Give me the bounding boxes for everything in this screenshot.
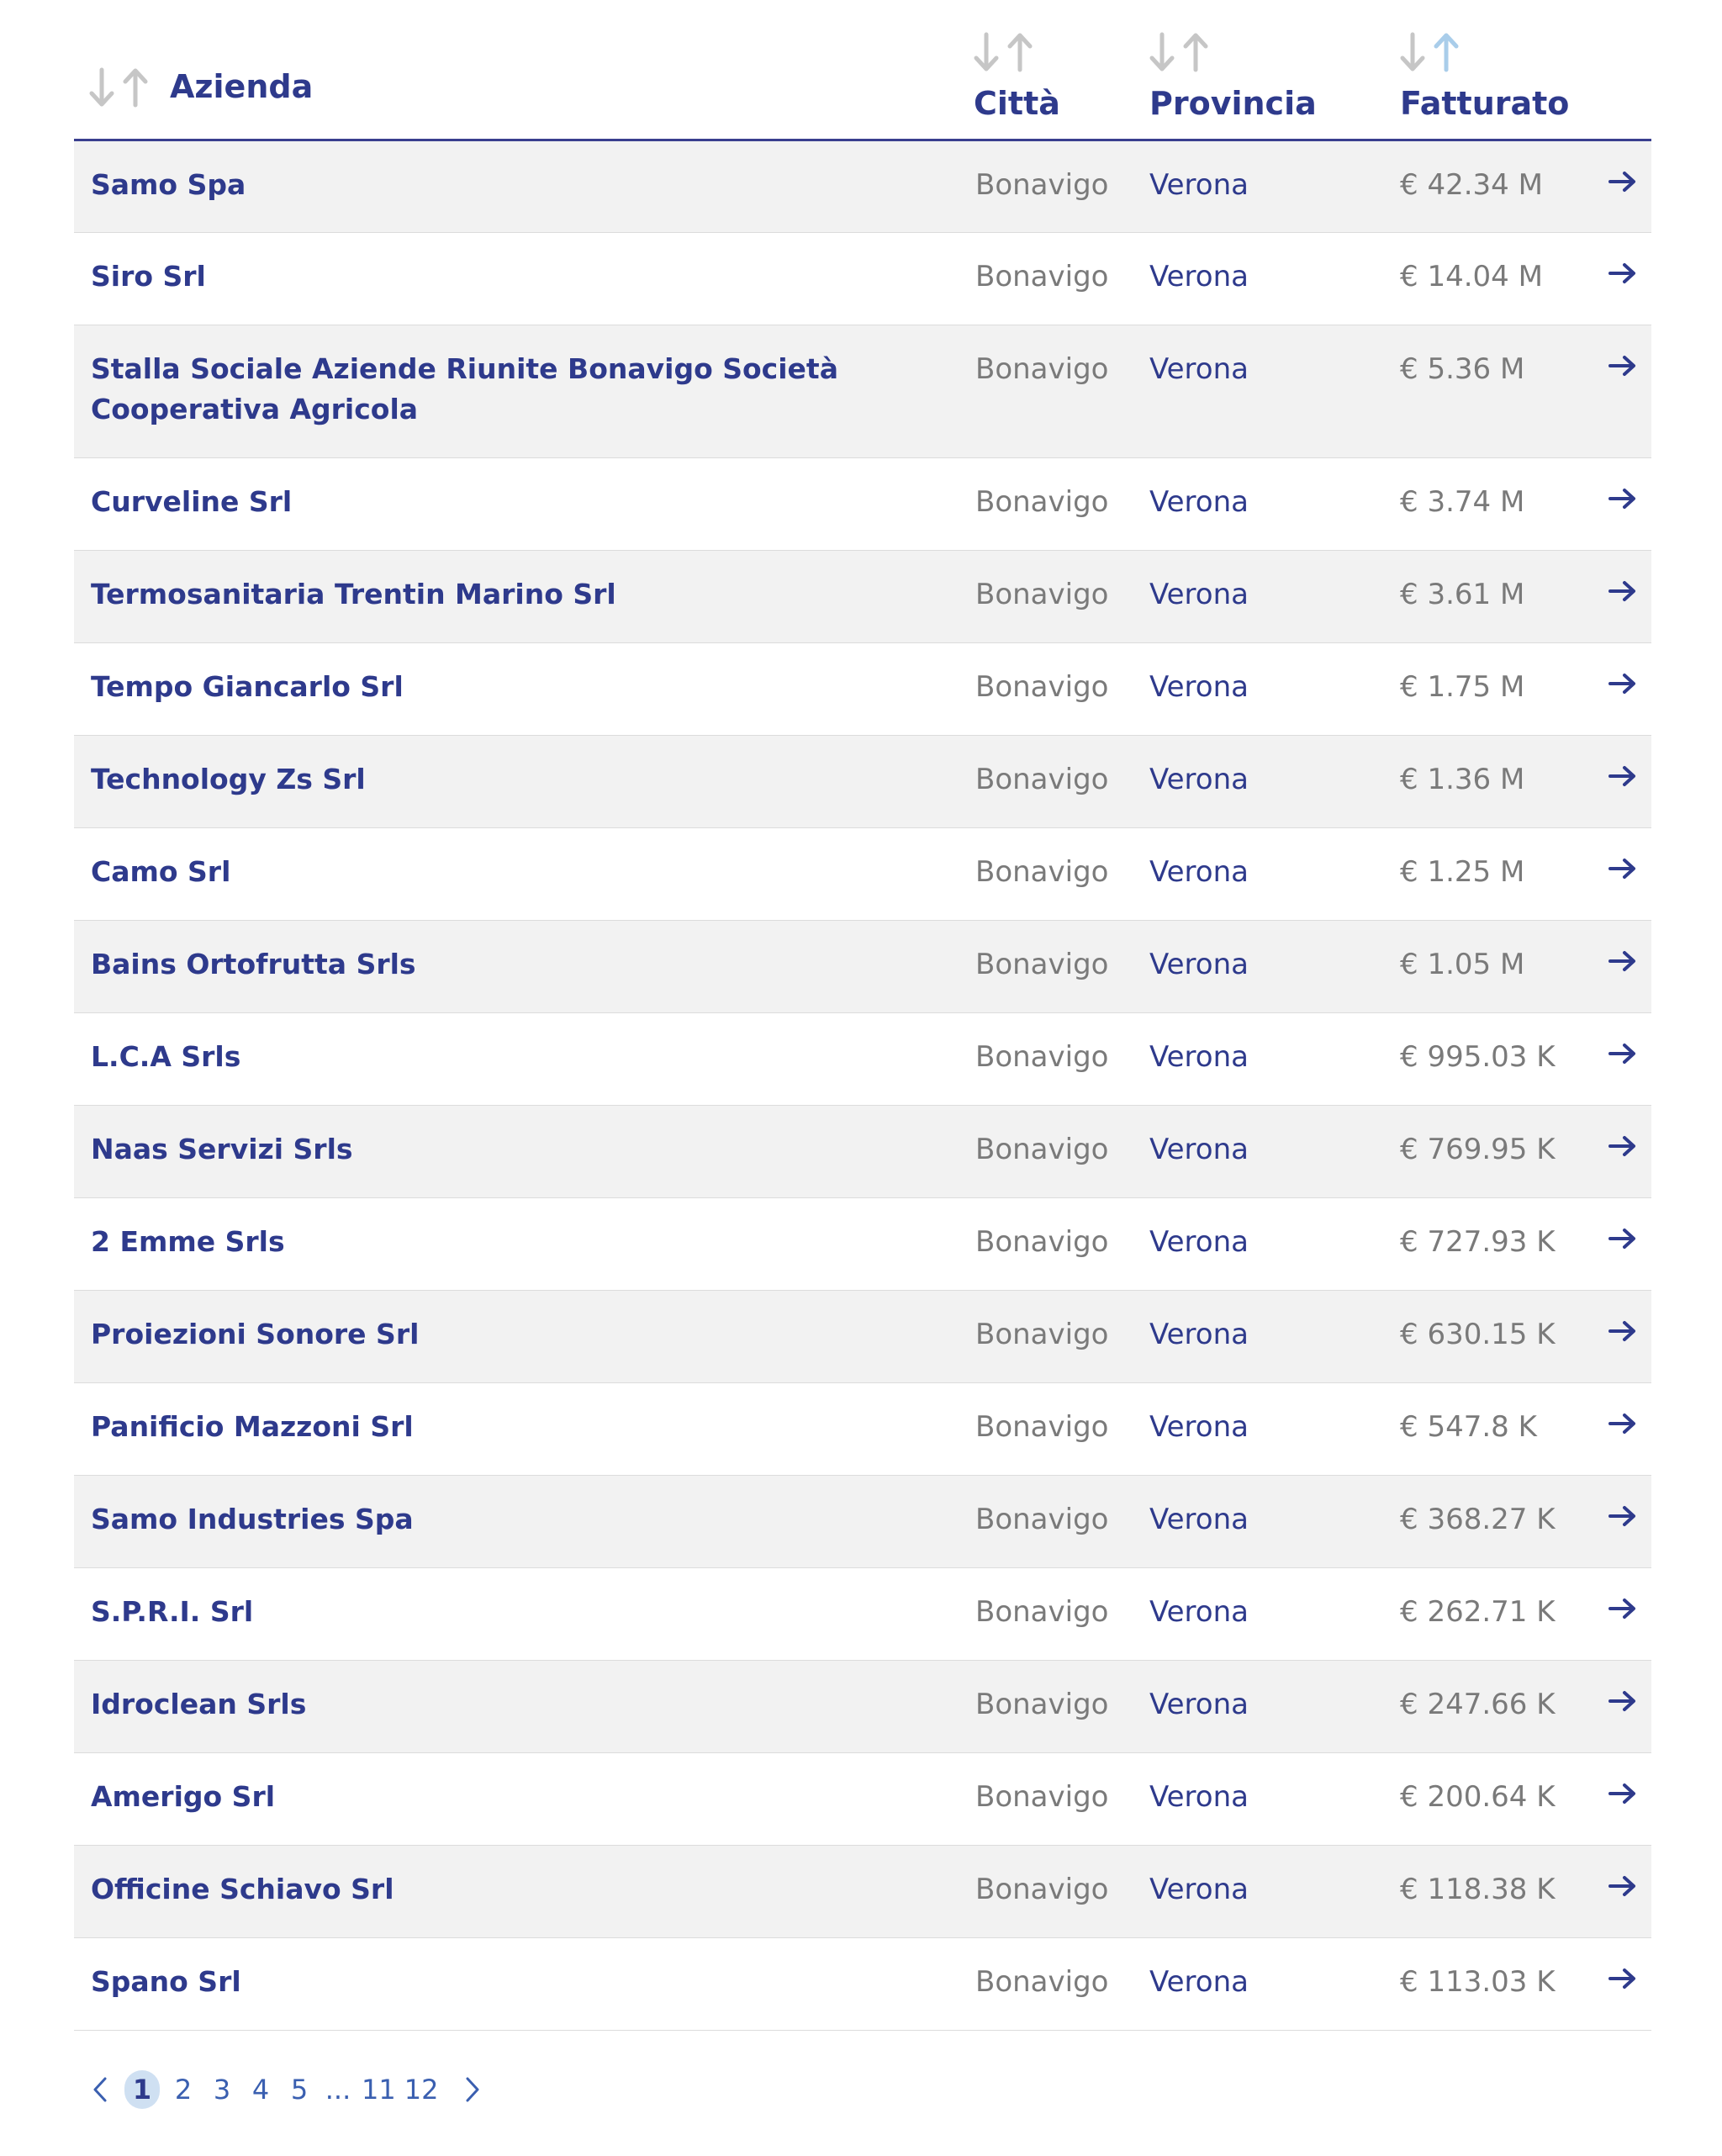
column-label-azienda: Azienda: [170, 67, 314, 105]
row-link-cell[interactable]: [1584, 1937, 1651, 2030]
city-cell: Bonavigo: [965, 140, 1149, 232]
arrow-right-icon[interactable]: [1608, 855, 1636, 889]
province-cell: Verona: [1149, 457, 1400, 550]
revenue-cell: € 118.38 K: [1400, 1845, 1584, 1937]
revenue-cell: € 1.36 M: [1400, 735, 1584, 827]
row-link-cell[interactable]: [1584, 1105, 1651, 1197]
province-cell: Verona: [1149, 1752, 1400, 1845]
revenue-cell: € 1.25 M: [1400, 827, 1584, 920]
company-name-link[interactable]: Curveline Srl: [74, 457, 965, 550]
arrow-right-icon[interactable]: [1608, 1503, 1636, 1536]
page-link[interactable]: 2: [174, 2074, 193, 2106]
sort-down-icon[interactable]: [1149, 31, 1175, 73]
city-cell: Bonavigo: [965, 1290, 1149, 1382]
table-row[interactable]: [74, 1937, 1651, 2030]
province-cell: Verona: [1149, 1382, 1400, 1475]
row-link-cell[interactable]: [1584, 735, 1651, 827]
table-row[interactable]: [74, 1475, 1651, 1567]
row-link-cell[interactable]: [1584, 1752, 1651, 1845]
row-link-cell[interactable]: [1584, 325, 1651, 457]
city-cell: Bonavigo: [965, 920, 1149, 1012]
table-row[interactable]: [74, 920, 1651, 1012]
sort-controls-azienda: [89, 65, 148, 108]
company-name-link[interactable]: S.P.R.I. Srl: [74, 1567, 965, 1660]
revenue-cell: € 995.03 K: [1400, 1012, 1584, 1105]
province-cell: Verona: [1149, 1567, 1400, 1660]
revenue-cell: € 5.36 M: [1400, 325, 1584, 457]
page-link[interactable]: 12: [404, 2074, 439, 2106]
sort-up-icon-active[interactable]: [1434, 31, 1459, 73]
page-link[interactable]: 1: [124, 2070, 160, 2109]
pagination: [91, 2069, 482, 2111]
city-cell: Bonavigo: [965, 232, 1149, 325]
arrow-right-icon[interactable]: [1608, 168, 1636, 202]
sort-down-icon[interactable]: [974, 31, 999, 73]
arrow-right-icon[interactable]: [1608, 1040, 1636, 1074]
sort-up-icon[interactable]: [123, 66, 148, 108]
chevron-left-icon[interactable]: [91, 2075, 109, 2104]
table-row[interactable]: [74, 1567, 1651, 1660]
company-table: [74, 0, 1651, 2031]
company-name-link[interactable]: Idroclean Srls: [74, 1660, 965, 1752]
column-header-fatturato[interactable]: [1400, 0, 1651, 140]
column-header-provincia[interactable]: [1149, 0, 1400, 140]
arrow-right-icon[interactable]: [1608, 1688, 1636, 1721]
sort-controls-provincia: [1149, 29, 1400, 73]
row-link-cell[interactable]: [1584, 1382, 1651, 1475]
revenue-cell: € 769.95 K: [1400, 1105, 1584, 1197]
arrow-right-icon[interactable]: [1608, 1965, 1636, 1999]
arrow-right-icon[interactable]: [1608, 1595, 1636, 1629]
row-link-cell[interactable]: [1584, 140, 1651, 232]
revenue-cell: € 727.93 K: [1400, 1197, 1584, 1290]
chevron-right-icon[interactable]: [463, 2075, 482, 2104]
page-link[interactable]: 3: [213, 2074, 231, 2106]
arrow-right-icon[interactable]: [1608, 1318, 1636, 1351]
company-name-link[interactable]: Naas Servizi Srls: [74, 1105, 965, 1197]
province-cell: Verona: [1149, 232, 1400, 325]
city-cell: Bonavigo: [965, 550, 1149, 642]
province-cell: Verona: [1149, 550, 1400, 642]
arrow-right-icon[interactable]: [1608, 1410, 1636, 1444]
table-row[interactable]: [74, 140, 1651, 232]
table-row[interactable]: [74, 735, 1651, 827]
row-link-cell[interactable]: [1584, 920, 1651, 1012]
page-link[interactable]: 4: [251, 2074, 270, 2106]
table-row[interactable]: [74, 827, 1651, 920]
column-header-azienda[interactable]: [74, 0, 965, 140]
table-row[interactable]: [74, 550, 1651, 642]
city-cell: Bonavigo: [965, 1660, 1149, 1752]
arrow-right-icon[interactable]: [1608, 1873, 1636, 1906]
column-header-citta[interactable]: [965, 0, 1149, 140]
revenue-cell: € 630.15 K: [1400, 1290, 1584, 1382]
arrow-right-icon[interactable]: [1608, 670, 1636, 704]
city-cell: Bonavigo: [965, 1012, 1149, 1105]
arrow-right-icon[interactable]: [1608, 1133, 1636, 1166]
page-list: [124, 2070, 446, 2109]
revenue-cell: € 42.34 M: [1400, 140, 1584, 232]
province-cell: Verona: [1149, 735, 1400, 827]
row-link-cell[interactable]: [1584, 550, 1651, 642]
row-link-cell[interactable]: [1584, 1845, 1651, 1937]
company-name-link[interactable]: L.C.A Srls: [74, 1012, 965, 1105]
company-name-link[interactable]: Technology Zs Srl: [74, 735, 965, 827]
row-link-cell[interactable]: [1584, 1012, 1651, 1105]
province-cell: Verona: [1149, 1290, 1400, 1382]
city-cell: Bonavigo: [965, 1752, 1149, 1845]
province-cell: Verona: [1149, 325, 1400, 457]
header-row: [74, 0, 1651, 140]
revenue-cell: € 200.64 K: [1400, 1752, 1584, 1845]
company-name-link[interactable]: Camo Srl: [74, 827, 965, 920]
arrow-right-icon[interactable]: [1608, 485, 1636, 519]
company-name-link[interactable]: Panificio Mazzoni Srl: [74, 1382, 965, 1475]
pagination-ellipsis: ...: [325, 2074, 351, 2106]
table-header: [74, 0, 1651, 140]
revenue-cell: € 547.8 K: [1400, 1382, 1584, 1475]
table-row[interactable]: [74, 232, 1651, 325]
revenue-cell: € 262.71 K: [1400, 1567, 1584, 1660]
company-name-link[interactable]: Tempo Giancarlo Srl: [74, 642, 965, 735]
city-cell: Bonavigo: [965, 457, 1149, 550]
province-cell: Verona: [1149, 140, 1400, 232]
row-link-cell[interactable]: [1584, 232, 1651, 325]
page-link[interactable]: 5: [290, 2074, 309, 2106]
row-link-cell[interactable]: [1584, 1197, 1651, 1290]
arrow-right-icon[interactable]: [1608, 1225, 1636, 1259]
company-name-link[interactable]: 2 Emme Srls: [74, 1197, 965, 1290]
sort-controls-citta: [974, 29, 1149, 73]
revenue-cell: € 247.66 K: [1400, 1660, 1584, 1752]
province-cell: Verona: [1149, 1660, 1400, 1752]
province-cell: Verona: [1149, 1475, 1400, 1567]
company-name-link[interactable]: Bains Ortofrutta Srls: [74, 920, 965, 1012]
company-name-link[interactable]: Stalla Sociale Aziende Riunite Bonavigo Società Cooperativa Agricola: [74, 325, 965, 457]
table-row[interactable]: [74, 1752, 1651, 1845]
city-cell: Bonavigo: [965, 642, 1149, 735]
arrow-right-icon[interactable]: [1608, 578, 1636, 611]
column-label-fatturato: Fatturato: [1400, 84, 1570, 122]
revenue-cell: € 3.61 M: [1400, 550, 1584, 642]
province-cell: Verona: [1149, 827, 1400, 920]
city-cell: Bonavigo: [965, 827, 1149, 920]
table-row[interactable]: [74, 1197, 1651, 1290]
sort-controls-fatturato: [1400, 29, 1651, 73]
row-link-cell[interactable]: [1584, 827, 1651, 920]
revenue-cell: € 14.04 M: [1400, 232, 1584, 325]
city-cell: Bonavigo: [965, 735, 1149, 827]
row-link-cell[interactable]: [1584, 1475, 1651, 1567]
revenue-cell: € 368.27 K: [1400, 1475, 1584, 1567]
revenue-cell: € 113.03 K: [1400, 1937, 1584, 2030]
column-label-citta: Città: [974, 84, 1060, 122]
province-cell: Verona: [1149, 1937, 1400, 2030]
city-cell: Bonavigo: [965, 1845, 1149, 1937]
company-name-link[interactable]: Spano Srl: [74, 1937, 965, 2030]
company-name-link[interactable]: Samo Industries Spa: [74, 1475, 965, 1567]
arrow-right-icon[interactable]: [1608, 763, 1636, 796]
province-cell: Verona: [1149, 1845, 1400, 1937]
arrow-right-icon[interactable]: [1608, 1780, 1636, 1814]
city-cell: Bonavigo: [965, 325, 1149, 457]
province-cell: Verona: [1149, 920, 1400, 1012]
table-row[interactable]: [74, 457, 1651, 550]
table-body: [74, 140, 1651, 2030]
sort-up-icon[interactable]: [1007, 31, 1033, 73]
sort-down-icon[interactable]: [1400, 31, 1425, 73]
company-name-link[interactable]: Proiezioni Sonore Srl: [74, 1290, 965, 1382]
row-link-cell[interactable]: [1584, 1660, 1651, 1752]
revenue-cell: € 3.74 M: [1400, 457, 1584, 550]
company-name-link[interactable]: Amerigo Srl: [74, 1752, 965, 1845]
province-cell: Verona: [1149, 1197, 1400, 1290]
table-row[interactable]: [74, 1105, 1651, 1197]
company-name-link[interactable]: Officine Schiavo Srl: [74, 1845, 965, 1937]
city-cell: Bonavigo: [965, 1197, 1149, 1290]
table-row[interactable]: [74, 1382, 1651, 1475]
province-cell: Verona: [1149, 1105, 1400, 1197]
revenue-cell: € 1.75 M: [1400, 642, 1584, 735]
city-cell: Bonavigo: [965, 1382, 1149, 1475]
arrow-right-icon[interactable]: [1608, 352, 1636, 386]
company-name-link[interactable]: Samo Spa: [74, 140, 965, 232]
company-name-link[interactable]: Termosanitaria Trentin Marino Srl: [74, 550, 965, 642]
city-cell: Bonavigo: [965, 1475, 1149, 1567]
arrow-right-icon[interactable]: [1608, 948, 1636, 981]
table-row[interactable]: [74, 1012, 1651, 1105]
table-row[interactable]: [74, 1290, 1651, 1382]
row-link-cell[interactable]: [1584, 1567, 1651, 1660]
row-link-cell[interactable]: [1584, 642, 1651, 735]
sort-down-icon[interactable]: [89, 66, 114, 108]
province-cell: Verona: [1149, 1012, 1400, 1105]
city-cell: Bonavigo: [965, 1567, 1149, 1660]
row-link-cell[interactable]: [1584, 457, 1651, 550]
arrow-right-icon[interactable]: [1608, 260, 1636, 293]
table-row[interactable]: [74, 642, 1651, 735]
table-row[interactable]: [74, 1845, 1651, 1937]
city-cell: Bonavigo: [965, 1105, 1149, 1197]
page-link[interactable]: 11: [362, 2074, 396, 2106]
province-cell: Verona: [1149, 642, 1400, 735]
table-row[interactable]: [74, 325, 1651, 457]
column-label-provincia: Provincia: [1149, 84, 1317, 122]
city-cell: Bonavigo: [965, 1937, 1149, 2030]
sort-up-icon[interactable]: [1183, 31, 1208, 73]
row-link-cell[interactable]: [1584, 1290, 1651, 1382]
company-table-container: [74, 0, 1651, 2031]
revenue-cell: € 1.05 M: [1400, 920, 1584, 1012]
table-row[interactable]: [74, 1660, 1651, 1752]
company-name-link[interactable]: Siro Srl: [74, 232, 965, 325]
